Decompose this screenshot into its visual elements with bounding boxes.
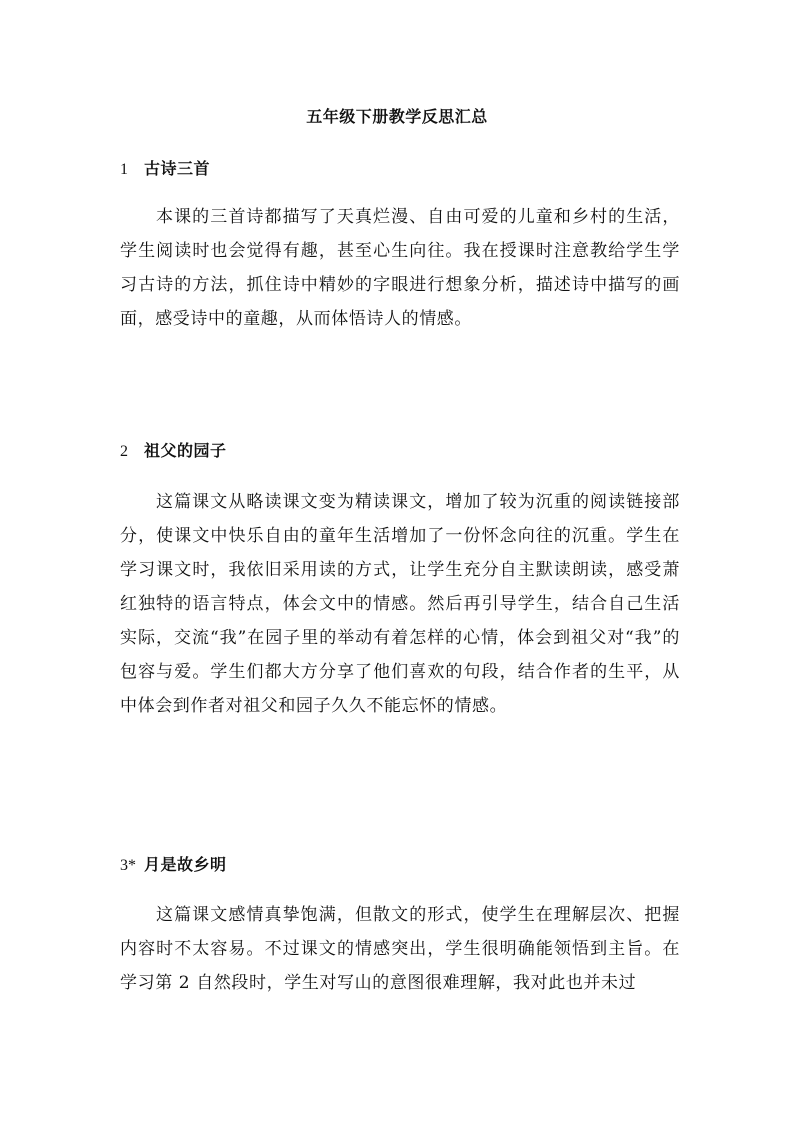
section-heading-1 xyxy=(120,157,210,182)
section-body-3 xyxy=(120,898,680,1000)
section-heading-2 xyxy=(120,439,227,464)
section-title: 古诗三首 xyxy=(144,159,211,178)
paragraph: 这篇课文感情真挚饱满，但散文的形式，使学生在理解层次、把握内容时不太容易。不过课文的情感突出，学生很明确能领悟到主旨。在学习第 2 自然段时，学生对写山的意图很难理解，我对此也并未过 xyxy=(120,905,680,993)
paragraph: 本课的三首诗都描写了天真烂漫、自由可爱的儿童和乡村的生活，学生阅读时也会觉得有趣，甚至心生向往。我在授课时注意教给学生学习古诗的方法，抓住诗中精妙的字眼进行想象分析，描述诗中描写的画面，感受诗中的童趣，从而体悟诗人的情感。 xyxy=(120,207,680,329)
section-number: 1 xyxy=(120,161,128,178)
section-heading-3 xyxy=(120,853,227,878)
section-body-2 xyxy=(120,485,680,723)
section-title: 月是故乡明 xyxy=(144,855,227,874)
section-number: 2 xyxy=(120,443,128,460)
section-title: 祖父的园子 xyxy=(144,441,227,460)
section-number: 3* xyxy=(120,857,136,874)
section-body-1 xyxy=(120,200,680,336)
document-title: 五年级下册教学反思汇总 xyxy=(306,107,488,126)
paragraph: 这篇课文从略读课文变为精读课文，增加了较为沉重的阅读链接部分，使课文中快乐自由的童年生活增加了一份怀念向往的沉重。学生在学习课文时，我依旧采用读的方式，让学生充分自主默读朗读，感受萧红独特的语言特点，体会文中的情感。然后再引导学生，结合自己生活实际，交流“我”在园子里的举动有着怎样的心情，体会到祖父对“我”的包容与爱。学生们都大方分享了他们喜欢的句段，结合作者的生平，从中体会到作者对祖父和园子久久不能忘怀的情感。 xyxy=(120,492,680,716)
